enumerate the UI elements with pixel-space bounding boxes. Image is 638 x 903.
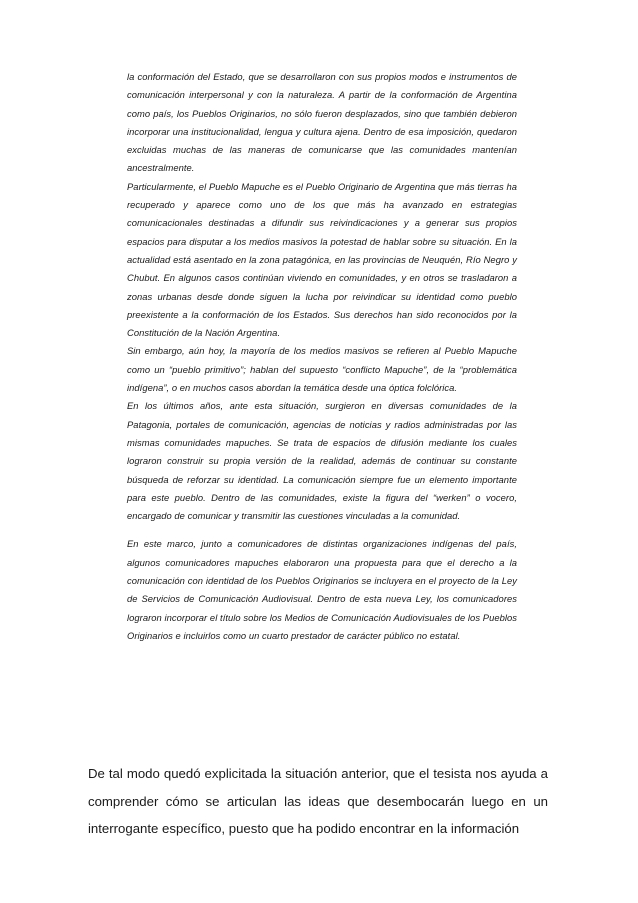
quote-paragraph: En este marco, junto a comunicadores de distintas organizaciones indígenas del país, algunos comunicadores mapuches elaboraron una propuesta para que el derecho a la comunicación con identidad de los Pueblos Originarios se incluyera en el proyecto de la Ley de Servicios de Comunicación Audiovisual. Dentro de esta nueva Ley, los comunicadores lograron incorporar el título sobre los Medios de Comunicación Audiovisuales de los Pueblos Originarios e incluirlos como un cuarto prestador de carácter público no estatal. [127, 538, 517, 641]
quote-paragraph: la conformación del Estado, que se desarrollaron con sus propios modos e instrumentos de comunicación interpersonal y con la naturaleza. A partir de la conformación de Argentina como país, los Pueblos Originarios, no sólo fueron desplazados, sino que también debieron incorporar una institucionalidad, lengua y cultura ajena. Dentro de esa imposición, quedaron excluidas muchas de las maneras de comunicarse que las comunidades mantenían ancestralmente. [127, 71, 517, 174]
block-quote [127, 68, 517, 645]
body-paragraph: De tal modo quedó explicitada la situación anterior, que el tesista nos ayuda a comprender cómo se articulan las ideas que desembocarán luego en un interrogante específico, puesto que ha podido encontrar en la información [88, 766, 548, 836]
body-text [88, 760, 548, 843]
quote-paragraph: Sin embargo, aún hoy, la mayoría de los medios masivos se refieren al Pueblo Mapuche como un “pueblo primitivo”; hablan del supuesto “conflicto Mapuche”, de la “problemática indígena”, o en muchos casos abordan la temática desde una óptica folclórica. [127, 345, 517, 394]
quote-paragraph: En los últimos años, ante esta situación, surgieron en diversas comunidades de la Patagonia, portales de comunicación, agencias de noticias y radios administradas por las mismas comunidades mapuches. Se trata de espacios de difusión mediante los cuales lograron construir su propia versión de la realidad, además de continuar su constante búsqueda de reforzar su identidad. La comunicación siempre fue un elemento importante para este pueblo. Dentro de las comunidades, existe la figura del “werken” o vocero, encargado de comunicar y transmitir las cuestiones vinculadas a la comunidad. [127, 400, 517, 522]
quote-paragraph: Particularmente, el Pueblo Mapuche es el Pueblo Originario de Argentina que más tierras ha recuperado y aparece como uno de los que más ha avanzado en estrategias comunicacionales destinadas a difundir sus reivindicaciones y a generar sus propios espacios para disputar a los medios masivos la potestad de hablar sobre su situación. En la actualidad está asentado en la zona patagónica, en las provincias de Neuquén, Río Negro y Chubut. En algunos casos continúan viviendo en comunidades, y en otros se trasladaron a zonas urbanas desde donde siguen la lucha por reivindicar su identidad como pueblo preexistente a la conformación de los Estados. Sus derechos han sido reconocidos por la Constitución de la Nación Argentina. [127, 180, 517, 339]
